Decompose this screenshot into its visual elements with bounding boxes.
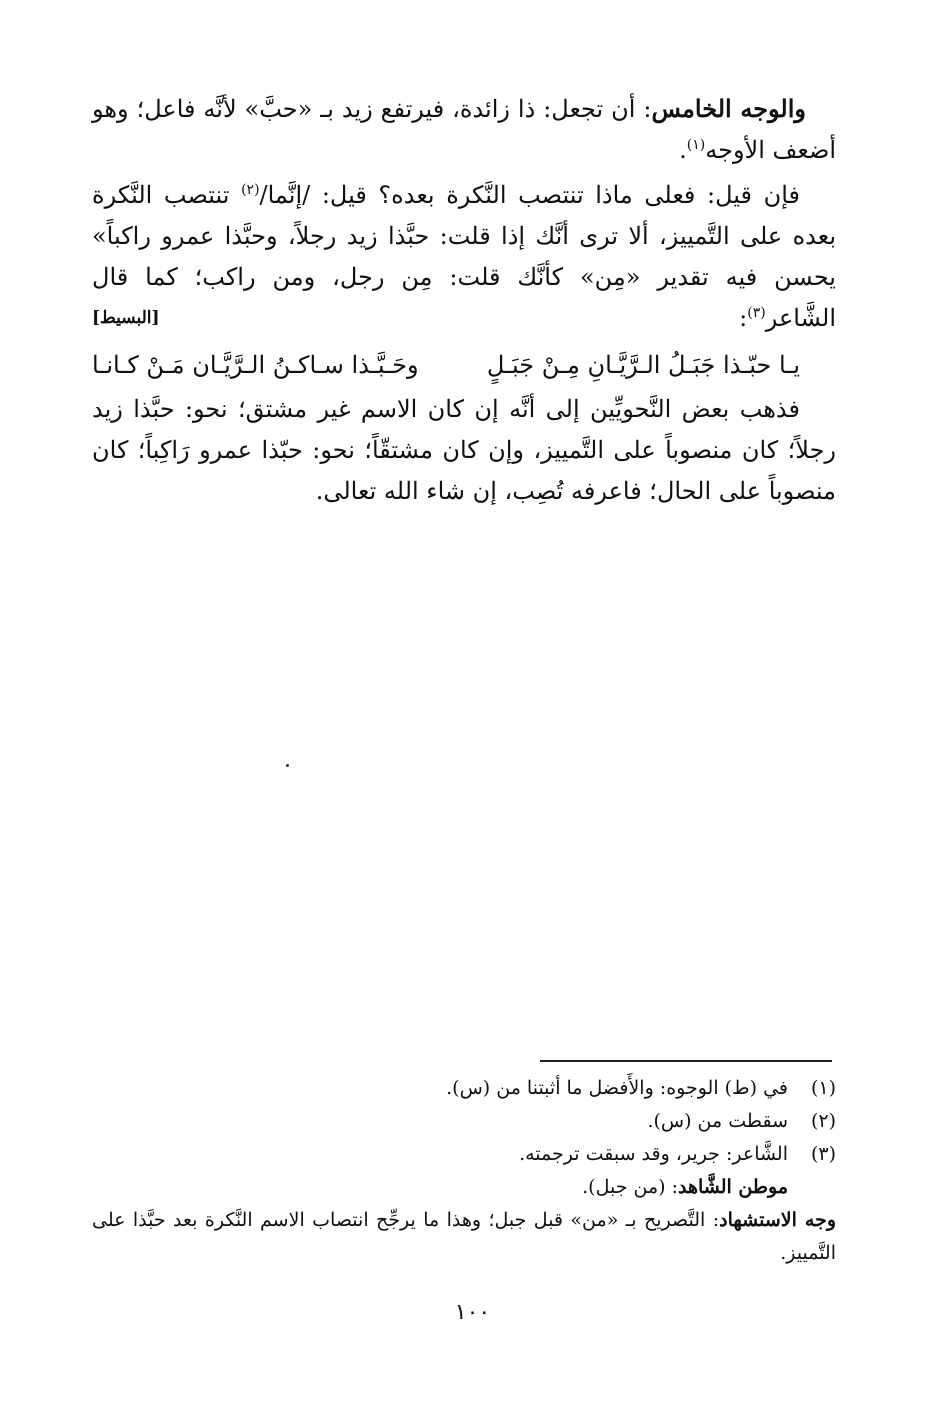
footnote-separator xyxy=(540,1060,832,1062)
paragraph-text: فإن قيل: فعلى ماذا تنتصب النَّكرة بعده؟ قيل: /إنَّما/ xyxy=(259,181,800,209)
footnote-ref-2[interactable]: (٢) xyxy=(241,182,260,198)
footnote-number: (١) xyxy=(810,1077,836,1099)
evidence-text: : التَّصريح بـ «من» قبل جبل؛ وهذا ما يرجِّح انتصاب الاسم النَّكرة بعد حبَّذا على التَّمييز. xyxy=(92,1209,836,1264)
footnote-2 xyxy=(92,1105,836,1138)
page-number: ١٠٠ xyxy=(454,1300,491,1325)
paragraph-text: تنتصب النَّكرة بعده على التَّمييز، ألا ترى أنَّك إذا قلت: حبَّذا زيد رجلاً، وحبَّذا عمرو راكباً» يحسن فيه تقدير «مِن» كأنَّك قلت: مِن رجل، ومن راكب؛ كما قال الشَّاعر xyxy=(92,181,836,332)
footnote-number: (٣) xyxy=(810,1143,836,1165)
footnote-text: سقطت من (س). xyxy=(647,1110,788,1132)
paragraph-text: : أن تجعل: ذا زائدة، فيرتفع زيد بـ «حبَّ» لأنَّه فاعل؛ وهو أضعف الأوجه xyxy=(92,95,836,164)
witness-text: : (من جبل). xyxy=(582,1176,678,1198)
witness-label: موطن الشَّاهد xyxy=(678,1176,788,1198)
footnote-text: في (ط) الوجوه: والأَفضل ما أثبتنا من (س). xyxy=(446,1077,788,1099)
paragraph-end: . xyxy=(679,136,687,164)
footnote-3-witness xyxy=(92,1171,836,1204)
footnote-3 xyxy=(92,1138,836,1171)
footnote-ref-3[interactable]: (٣) xyxy=(747,305,766,321)
paragraph-end: : xyxy=(739,304,748,332)
evidence-label: وجه الاستشهاد xyxy=(719,1209,837,1231)
stray-dot xyxy=(286,764,289,767)
poetry-verse xyxy=(92,345,836,385)
paragraph-fifth-aspect xyxy=(92,88,836,171)
paragraph-conclusion: فذهب بعض النَّحويِّين إلى أنَّه إن كان الاسم غير مشتق؛ نحو: حبَّذا زيد رجلاً؛ كان منصوباً على التَّمييز، وإن كان مشتقّاً؛ نحو: حبّذا عمرو رَاكِباً؛ كان منصوباً على الحال؛ فاعرفه تُصِب، إن شاء الله تعالى. xyxy=(92,395,836,505)
verse-second-hemistich: وحَـبَّـذا سـاكـنُ الـرَّيَّـان مَـنْ كـانـا xyxy=(92,351,419,379)
main-text xyxy=(92,88,836,516)
paragraph-question xyxy=(92,175,836,339)
footnote-number: (٢) xyxy=(810,1110,836,1132)
poetic-meter-label: [البسيط] xyxy=(92,308,160,328)
footnote-3-evidence xyxy=(92,1204,836,1270)
footnote-ref-1[interactable]: (١) xyxy=(686,137,706,153)
verse-first-hemistich: يـا حبّـذا جَبَـلُ الـرَّيَّـانِ مِـنْ جَبَـلٍ xyxy=(486,351,800,379)
footnote-1 xyxy=(92,1072,836,1105)
paragraph-lead-term: والوجه الخامس xyxy=(651,94,806,123)
footnotes xyxy=(92,1072,836,1270)
footnote-text: الشَّاعر: جرير، وقد سبقت ترجمته. xyxy=(519,1143,788,1165)
